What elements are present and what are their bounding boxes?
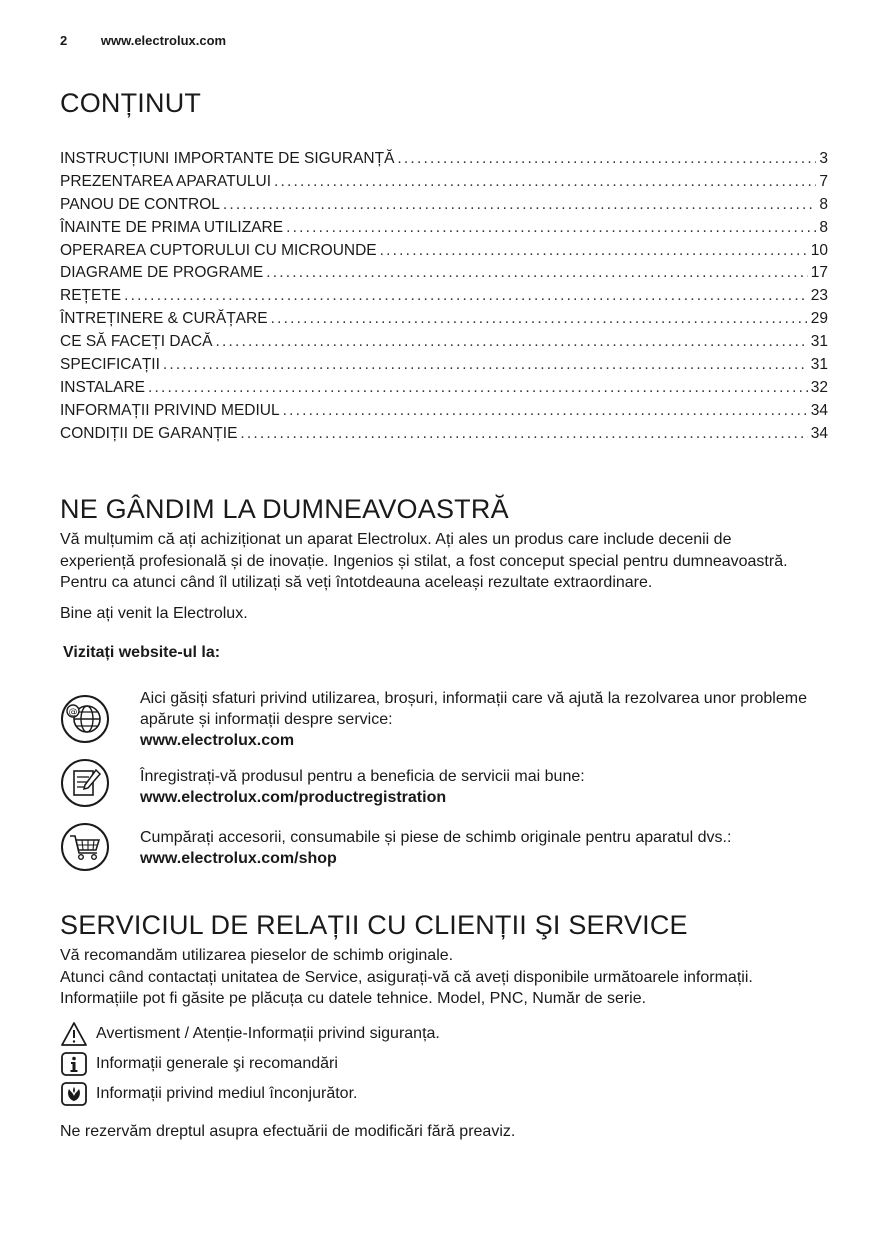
- header-website-link[interactable]: www.electrolux.com: [100, 33, 227, 48]
- toc-item-page: 29: [810, 310, 828, 328]
- legend-text: Informații privind mediul înconjurător.: [96, 1085, 358, 1102]
- toc-item-page: 31: [810, 333, 828, 351]
- toc-item[interactable]: [60, 219, 828, 242]
- web-item-support: [140, 688, 840, 751]
- toc-item[interactable]: [60, 196, 828, 219]
- toc-item-page: 32: [810, 378, 828, 396]
- legend-text: Avertisment / Atenție-Informații privind siguranța.: [96, 1025, 440, 1042]
- toc-item[interactable]: [60, 379, 828, 402]
- service-text: [60, 945, 850, 1010]
- toc-item-page: 7: [819, 172, 828, 190]
- page-number: 2: [60, 33, 68, 48]
- toc-item-label: INSTALARE: [60, 378, 145, 396]
- service-title: SERVICIUL DE RELAȚII CU CLIENȚII ŞI SERVICE: [60, 910, 688, 940]
- thinking-intro: [60, 529, 850, 594]
- welcome-text: Bine ați venit la Electrolux.: [60, 605, 248, 622]
- warning-icon: [60, 1021, 88, 1047]
- toc-item-page: 3: [819, 150, 828, 167]
- legend-warning: [60, 1021, 440, 1047]
- globe-icon: [60, 694, 110, 744]
- web-item-registration: [140, 766, 840, 808]
- toc-item-label: PREZENTAREA APARATULUI: [60, 172, 272, 190]
- service-line: Atunci când contactați unitatea de Service, asigurați-vă că aveți disponibile următoarele informații.: [60, 968, 753, 986]
- contents-title: CONȚINUT: [60, 88, 202, 118]
- toc-item-page: 34: [810, 424, 828, 442]
- web-item-text: apărute și informații despre service:: [140, 711, 393, 728]
- toc-item[interactable]: [60, 173, 828, 196]
- toc-item-page: 8: [819, 218, 828, 236]
- intro-line: experiență profesională și de inovație. Ingenios și stilat, a fost conceput special pentru dumneavoastră.: [60, 552, 788, 570]
- product-registration-link[interactable]: www.electrolux.com/productregistration: [140, 789, 447, 806]
- toc-item-label: ÎNAINTE DE PRIMA UTILIZARE: [60, 218, 284, 236]
- toc-item-label: SPECIFICAȚII: [60, 356, 160, 374]
- service-line: Informațiile pot fi găsite pe plăcuța cu datele tehnice. Model, PNC, Număr de serie.: [60, 990, 647, 1007]
- disclaimer-text: Ne rezervăm dreptul asupra efectuării de modificări fără preaviz.: [60, 1123, 516, 1140]
- environment-icon: [60, 1081, 88, 1107]
- info-icon: [60, 1051, 88, 1077]
- toc-item-label: INSTRUCȚIUNI IMPORTANTE DE SIGURANȚĂ: [60, 150, 395, 167]
- toc-item-label: CE SĂ FACEȚI DACĂ: [60, 333, 213, 351]
- toc-item[interactable]: [60, 402, 828, 425]
- toc-item[interactable]: [60, 356, 828, 379]
- web-item-text: Înregistrați-vă produsul pentru a beneficia de servicii mai bune:: [140, 768, 585, 785]
- legend-text: Informații generale şi recomandări: [96, 1055, 338, 1072]
- toc-item[interactable]: [60, 425, 828, 448]
- toc-item-label: ÎNTREȚINERE & CURĂȚARE: [60, 310, 268, 328]
- legend-environment: [60, 1081, 357, 1107]
- toc-item[interactable]: [60, 264, 828, 287]
- toc-item-label: REȚETE: [60, 287, 122, 305]
- thinking-title: NE GÂNDIM LA DUMNEAVOASTRĂ: [60, 494, 509, 524]
- svg-text:@: @: [68, 707, 78, 718]
- toc-item-label: PANOU DE CONTROL: [60, 195, 220, 213]
- table-of-contents: [60, 150, 828, 448]
- web-item-text: Cumpărați accesorii, consumabile și piese de schimb originale pentru aparatul dvs.:: [140, 829, 732, 846]
- service-line: Vă recomandăm utilizarea pieselor de schimb originale.: [60, 947, 454, 964]
- toc-item-label: INFORMAȚII PRIVIND MEDIUL: [60, 401, 280, 419]
- registration-icon: [60, 758, 110, 808]
- website-link[interactable]: www.electrolux.com: [140, 732, 295, 749]
- visit-label: Vizitați website-ul la:: [63, 644, 221, 661]
- toc-item-label: DIAGRAME DE PROGRAME: [60, 264, 264, 282]
- toc-item-page: 10: [810, 241, 828, 259]
- toc-item[interactable]: [60, 150, 828, 173]
- shopping-cart-icon: [60, 822, 110, 872]
- toc-item[interactable]: [60, 310, 828, 333]
- web-item-text: Aici găsiți sfaturi privind utilizarea, broșuri, informații care vă ajută la rezolvarea unor probleme: [140, 690, 807, 707]
- toc-item-label: OPERAREA CUPTORULUI CU MICROUNDE: [60, 241, 377, 259]
- legend-info: [60, 1051, 338, 1077]
- toc-item-label: CONDIȚII DE GARANȚIE: [60, 424, 238, 442]
- intro-line: Pentru ca atunci când îl utilizați să veți întotdeauna aceleași rezultate extraordinare.: [60, 574, 653, 591]
- toc-item-page: 23: [810, 287, 828, 305]
- toc-item[interactable]: [60, 242, 828, 265]
- shop-link[interactable]: www.electrolux.com/shop: [140, 850, 337, 867]
- toc-item-page: 31: [810, 356, 828, 374]
- toc-item-page: 17: [810, 264, 828, 282]
- toc-item-page: 34: [810, 401, 828, 419]
- toc-item[interactable]: [60, 287, 828, 310]
- web-item-shop: [140, 827, 840, 869]
- toc-item-page: 8: [819, 195, 828, 213]
- toc-item[interactable]: [60, 333, 828, 356]
- page-header: [60, 33, 226, 48]
- intro-line: Vă mulțumim că ați achiziționat un aparat Electrolux. Ați ales un produs care include decenii de: [60, 531, 732, 548]
